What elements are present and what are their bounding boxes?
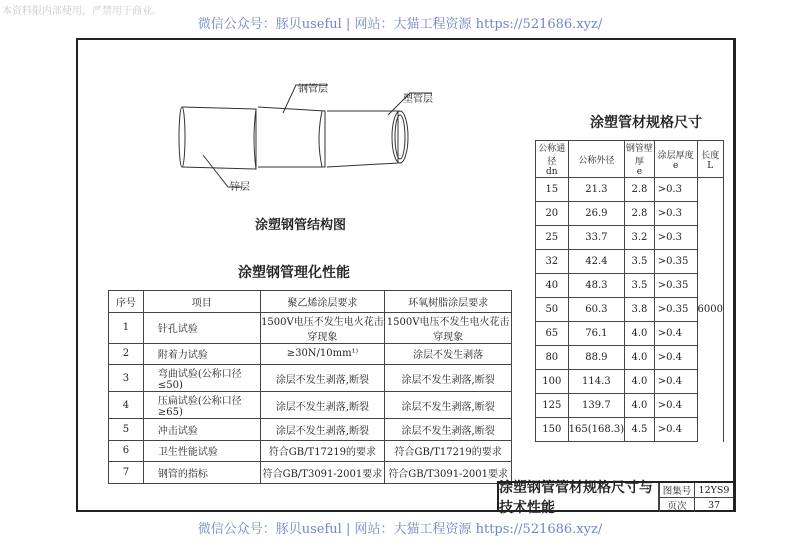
table-cell: 21.3: [568, 178, 625, 202]
table-row: [109, 440, 512, 462]
column-header-symbol: L: [707, 160, 714, 171]
table-cell: 附着力试验: [143, 343, 260, 365]
table-row: [536, 274, 724, 298]
column-header-name: 涂层厚度: [657, 150, 694, 161]
table-cell: >0.35: [654, 298, 697, 322]
column-header-name: 钢管壁厚: [625, 144, 653, 167]
table-cell: 涂层不发生剥落,断裂: [385, 419, 512, 441]
page-value: 37: [694, 498, 733, 512]
column-header: 环氧树脂涂层要求: [385, 291, 512, 313]
table-cell: 150: [536, 418, 569, 442]
table-cell: 5: [109, 419, 144, 441]
table-cell: 4.0: [625, 394, 655, 418]
table-cell: 114.3: [568, 370, 625, 394]
column-header-symbol: e: [672, 160, 679, 171]
table-header-row: [536, 141, 724, 178]
table-row: [109, 343, 512, 365]
table-cell: 80: [536, 346, 569, 370]
table-cell: 涂层不发生剥落,断裂: [385, 365, 512, 392]
table-cell: 压扁试验(公称口径≥65): [143, 392, 260, 419]
table-cell: 60.3: [568, 298, 625, 322]
table-cell: 26.9: [568, 202, 625, 226]
label-steel-layer: 钢管层: [298, 84, 328, 95]
performance-table: [108, 290, 512, 484]
table-row: [536, 394, 724, 418]
table-cell: >0.35: [654, 274, 697, 298]
table-row: [536, 346, 724, 370]
table-cell: >0.4: [654, 370, 697, 394]
spec-table: [535, 140, 724, 442]
table-cell: 25: [536, 226, 569, 250]
table-cell: 65: [536, 322, 569, 346]
table-cell: 15: [536, 178, 569, 202]
table-row: [536, 178, 724, 202]
table-cell: >0.3: [654, 178, 697, 202]
column-header: 项目: [143, 291, 260, 313]
table-cell: 1500V电压不发生电火花击穿现象: [260, 312, 385, 343]
table-cell: 涂层不发生剥落,断裂: [385, 392, 512, 419]
column-header: [568, 141, 625, 178]
table-cell: 76.1: [568, 322, 625, 346]
table-cell: 涂层不发生剥落,断裂: [260, 392, 385, 419]
table-row: [536, 418, 724, 442]
table-row: [536, 250, 724, 274]
table-cell: 涂层不发生剥落,断裂: [260, 365, 385, 392]
table-cell: 3.8: [625, 298, 655, 322]
length-cell: 6000: [697, 178, 723, 442]
table-cell: 40: [536, 274, 569, 298]
table-row: [109, 392, 512, 419]
watermark-top: 本资料限内部使用，严禁用于商业。: [2, 6, 162, 17]
table-cell: 125: [536, 394, 569, 418]
table-cell: 2.8: [625, 202, 655, 226]
table-cell: 3: [109, 365, 144, 392]
column-header: [654, 141, 697, 178]
column-header: [536, 141, 569, 178]
table-cell: 3.5: [625, 274, 655, 298]
spec-table-title: 涂塑管材规格尺寸: [590, 115, 702, 131]
column-header-name: 长度: [701, 150, 720, 161]
page-label: 页次: [659, 498, 694, 512]
table-cell: 165(168.3): [568, 418, 625, 442]
diagram-caption: 涂塑钢管结构图: [255, 218, 347, 233]
table-cell: 符合GB/T17219的要求: [260, 440, 385, 462]
table-row: [109, 312, 512, 343]
table-cell: 卫生性能试验: [143, 440, 260, 462]
table-cell: 20: [536, 202, 569, 226]
table-cell: 32: [536, 250, 569, 274]
drawing-title: 涂塑钢管管材规格尺寸与技术性能: [499, 483, 659, 510]
table-cell: ≥30N/10mm¹⁾: [260, 343, 385, 365]
table-cell: 42.4: [568, 250, 625, 274]
table-cell: 符合GB/T3091-2001要求: [260, 462, 385, 484]
table-cell: 139.7: [568, 394, 625, 418]
table-row: [536, 322, 724, 346]
perf-table-title: 涂塑钢管理化性能: [238, 265, 350, 281]
column-header: [625, 141, 655, 178]
table-cell: 6: [109, 440, 144, 462]
table-cell: 涂层不发生剥落,断裂: [260, 419, 385, 441]
table-cell: 4.0: [625, 346, 655, 370]
table-cell: 48.3: [568, 274, 625, 298]
table-cell: 100: [536, 370, 569, 394]
table-cell: 符合GB/T17219的要求: [385, 440, 512, 462]
table-cell: >0.3: [654, 226, 697, 250]
column-header-name: 公称通径: [538, 144, 566, 167]
title-block: [497, 479, 735, 516]
table-cell: 涂层不发生剥落: [385, 343, 512, 365]
atlas-value: 12YS9: [694, 483, 733, 498]
table-row: [536, 226, 724, 250]
table-cell: 1: [109, 312, 144, 343]
atlas-label: 图集号: [659, 483, 694, 498]
table-cell: 钢管的指标: [143, 462, 260, 484]
table-cell: 88.9: [568, 346, 625, 370]
column-header: [697, 141, 723, 178]
column-header-symbol: dn: [546, 167, 558, 177]
table-cell: >0.3: [654, 202, 697, 226]
column-header: 聚乙烯涂层要求: [260, 291, 385, 313]
table-cell: 7: [109, 462, 144, 484]
table-cell: >0.4: [654, 346, 697, 370]
column-header-name: 公称外径: [578, 155, 615, 166]
table-cell: >0.4: [654, 418, 697, 442]
table-row: [109, 419, 512, 441]
table-cell: >0.4: [654, 322, 697, 346]
table-cell: 33.7: [568, 226, 625, 250]
watermark-header: 微信公众号：豚贝useful | 网站：大猫工程资源 https://521686.xyz/: [197, 17, 603, 32]
column-header: 序号: [109, 291, 144, 313]
table-header-row: [109, 291, 512, 313]
table-cell: >0.4: [654, 394, 697, 418]
label-zinc-layer: 锌层: [230, 182, 250, 193]
table-cell: 4.0: [625, 322, 655, 346]
table-cell: 冲击试验: [143, 419, 260, 441]
table-cell: 2: [109, 343, 144, 365]
table-row: [536, 202, 724, 226]
table-cell: 1500V电压不发生电火花击穿现象: [385, 312, 512, 343]
table-cell: 4: [109, 392, 144, 419]
table-cell: 3.2: [625, 226, 655, 250]
table-row: [536, 370, 724, 394]
table-cell: 3.5: [625, 250, 655, 274]
table-cell: 弯曲试验(公称口径≤50): [143, 365, 260, 392]
table-cell: 4.0: [625, 370, 655, 394]
table-cell: 针孔试验: [143, 312, 260, 343]
table-cell: 4.5: [625, 418, 655, 442]
watermark-footer: 微信公众号：豚贝useful | 网站：大猫工程资源 https://521686.xyz/: [197, 522, 603, 537]
table-row: [109, 462, 512, 484]
table-cell: >0.35: [654, 250, 697, 274]
table-row: [536, 298, 724, 322]
label-plastic-layer: 塑管层: [403, 94, 433, 105]
table-cell: 2.8: [625, 178, 655, 202]
column-header-symbol: e: [636, 167, 643, 177]
table-row: [109, 365, 512, 392]
table-cell: 符合GB/T3091-2001要求: [385, 462, 512, 484]
table-cell: 50: [536, 298, 569, 322]
